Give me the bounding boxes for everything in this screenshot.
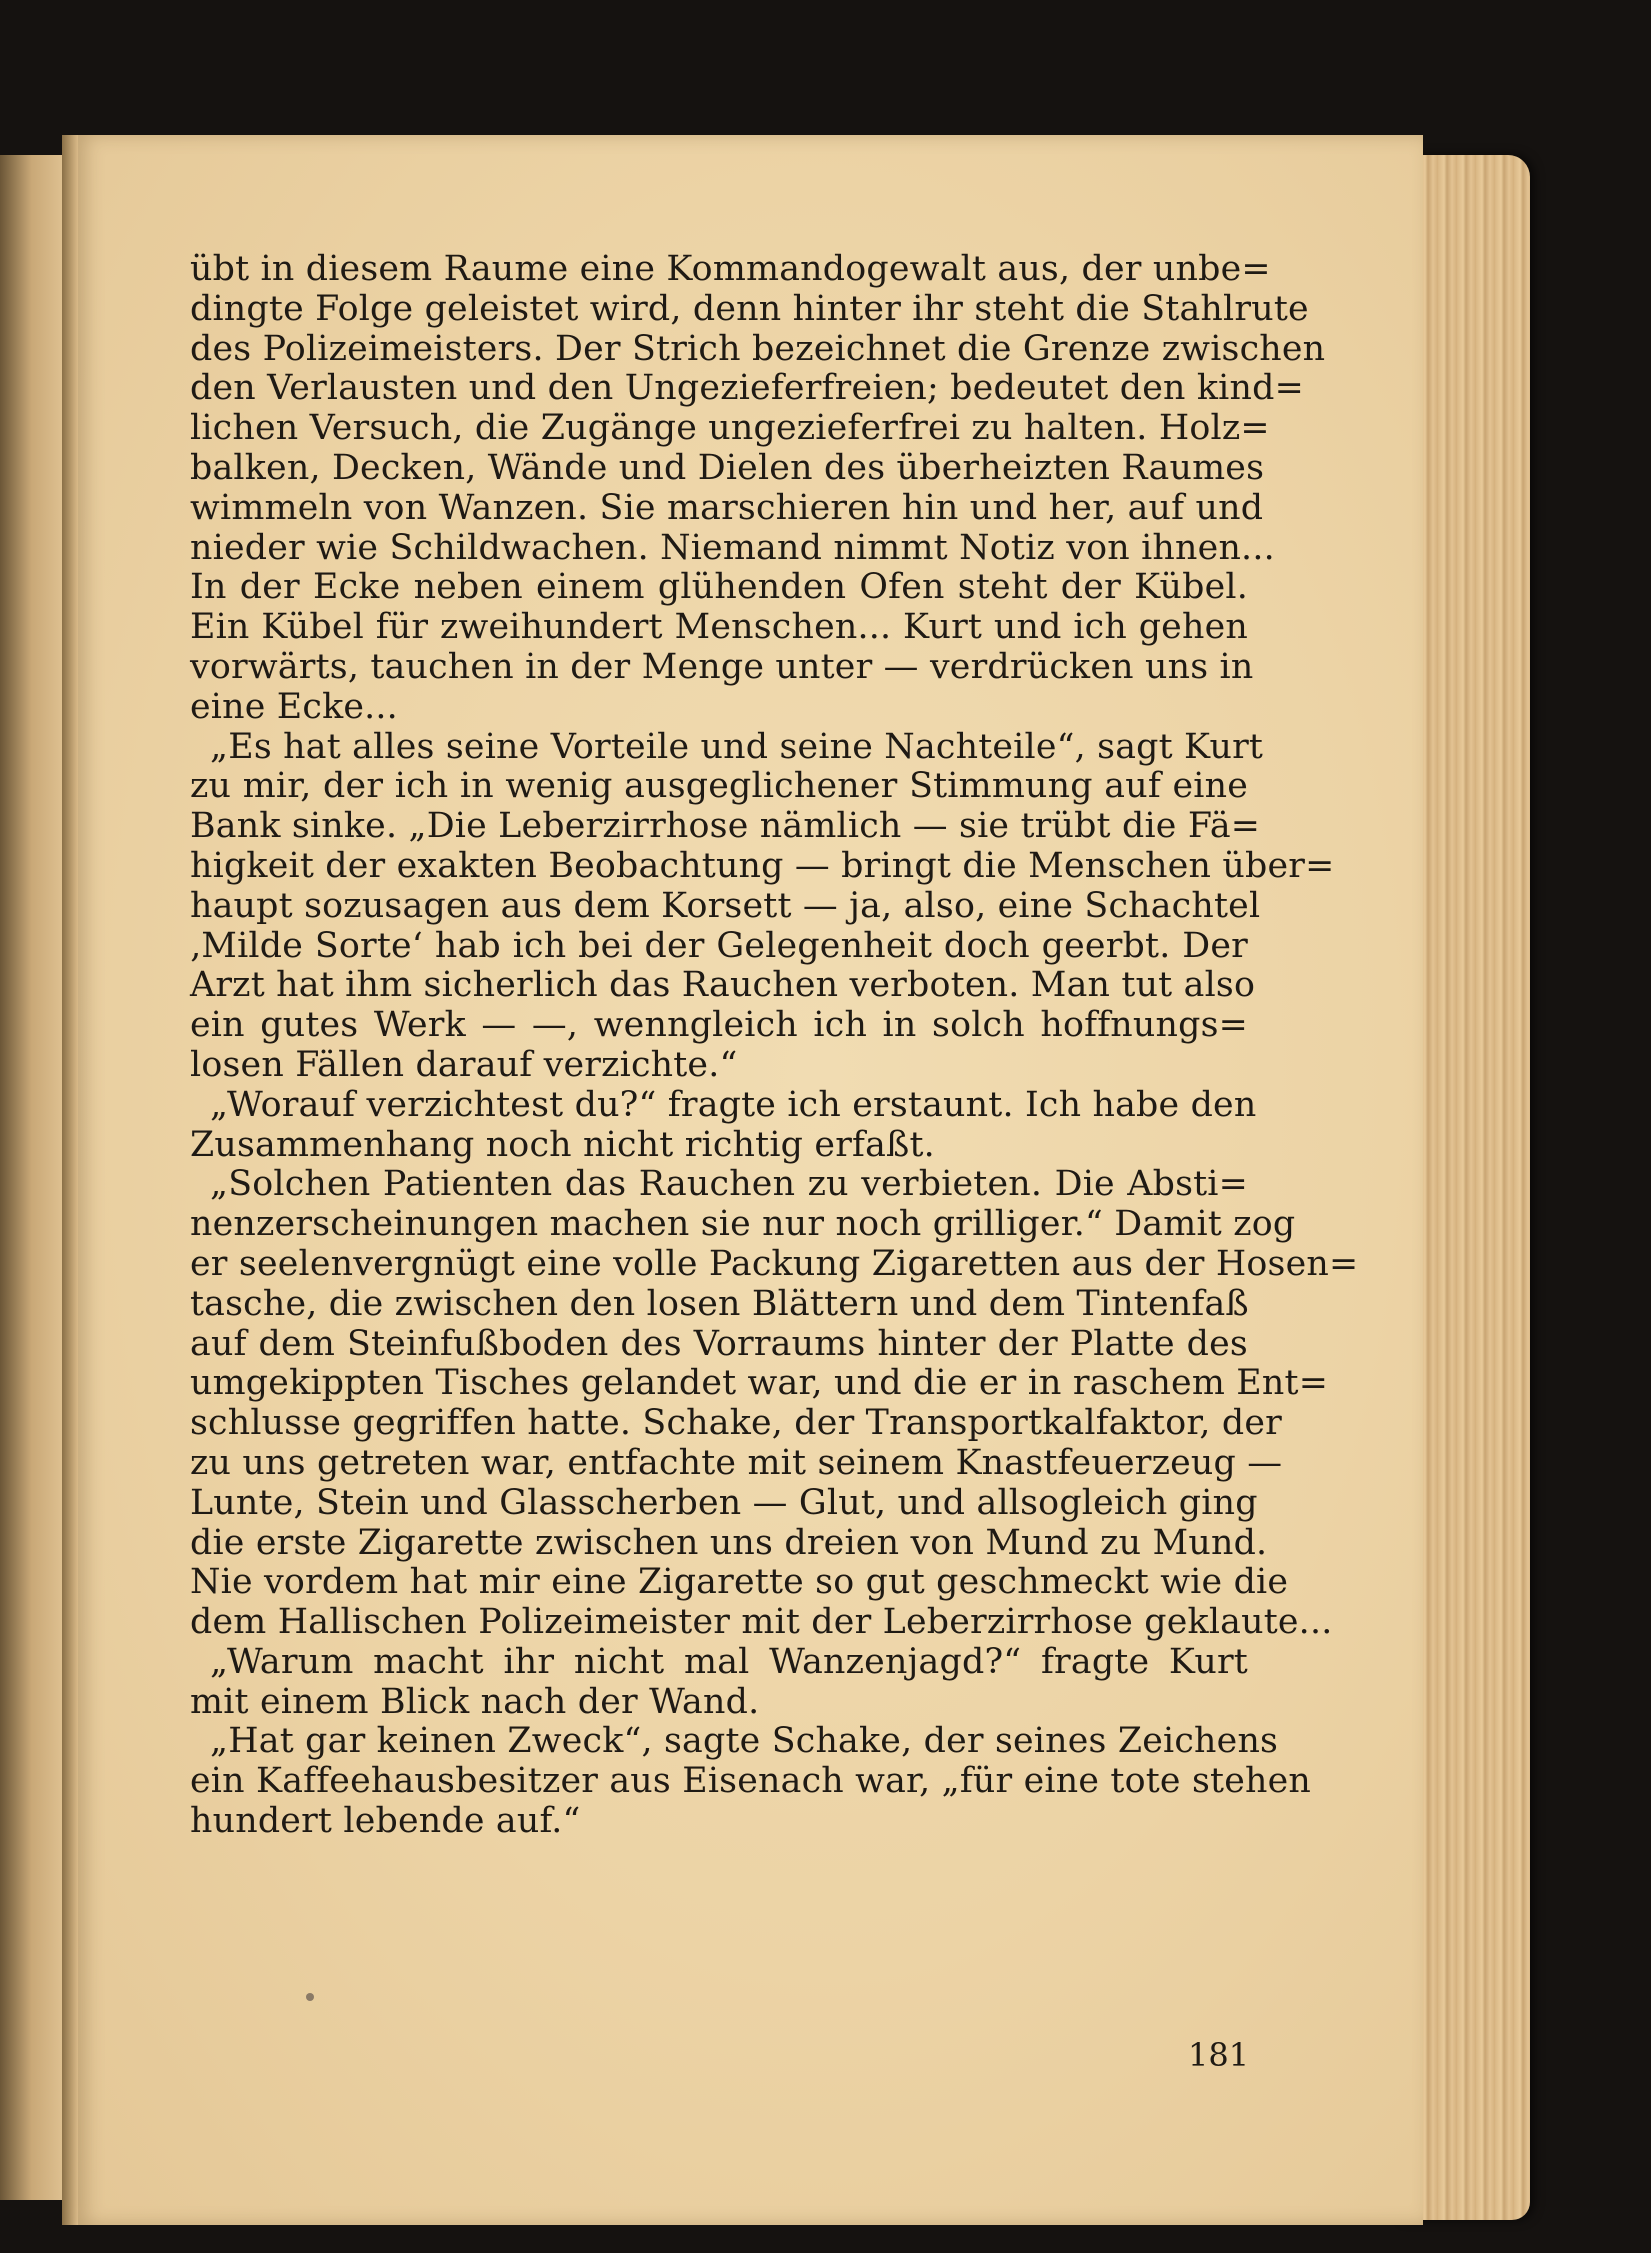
- text-line: higkeit der exakten Beobachtung — bringt die Menschen über=: [190, 845, 1335, 886]
- text-line: hundert lebende auf.“: [190, 1801, 581, 1842]
- text-line: ein gutes Werk — —, wenngleich ich in solch hoffnungs=: [190, 1005, 1248, 1046]
- text-line: mit einem Blick nach der Wand.: [190, 1681, 760, 1722]
- text-line: „Es hat alles seine Vorteile und seine Nachteile“, sagt Kurt: [210, 726, 1264, 767]
- text-line: Arzt hat ihm sicherlich das Rauchen verboten. Man tut also: [190, 965, 1256, 1006]
- text-line: „Warum macht ihr nicht mal Wanzenjagd?“ fragte Kurt: [210, 1641, 1248, 1682]
- text-line: übt in diesem Raume eine Kommandogewalt aus, der unbe=: [190, 249, 1271, 289]
- paragraph: [190, 1164, 1359, 1643]
- text-line: „Hat gar keinen Zweck“, sagte Schake, der seines Zeichens: [210, 1721, 1279, 1762]
- page-body-text: [190, 249, 1359, 1842]
- paragraph: [190, 249, 1326, 728]
- text-line: nenzerscheinungen machen sie nur noch grilliger.“ Damit zog: [190, 1204, 1296, 1245]
- text-line: Lunte, Stein und Glasscherben — Glut, und allsogleich ging: [190, 1482, 1258, 1523]
- left-page-edge: [0, 155, 70, 2200]
- text-line: wimmeln von Wanzen. Sie marschieren hin und her, auf und: [190, 487, 1264, 528]
- text-line: den Verlausten und den Ungezieferfreien; bedeutet den kind=: [190, 368, 1304, 409]
- text-line: vorwärts, tauchen in der Menge unter — verdrücken uns in: [190, 646, 1254, 687]
- text-line: die erste Zigarette zwischen uns dreien von Mund zu Mund.: [190, 1522, 1268, 1563]
- text-line: eine Ecke...: [190, 686, 398, 727]
- text-line: zu mir, der ich in wenig ausgeglichener Stimmung auf eine: [190, 766, 1248, 807]
- paper-speck: [306, 1993, 314, 2001]
- text-line: umgekippten Tisches gelandet war, und die er in raschem Ent=: [190, 1363, 1329, 1404]
- text-line: auf dem Steinfußboden des Vorraums hinter der Platte des: [190, 1323, 1248, 1364]
- text-line: Zusammenhang noch nicht richtig erfaßt.: [190, 1124, 935, 1165]
- text-line: dingte Folge geleistet wird, denn hinter ihr steht die Stahlrute: [190, 288, 1309, 329]
- text-line: ‚Milde Sorte‘ hab ich bei der Gelegenheit doch geerbt. Der: [190, 925, 1248, 966]
- text-line: zu uns getreten war, entfachte mit seinem Knastfeuerzeug —: [190, 1442, 1283, 1483]
- text-line: „Worauf verzichtest du?“ fragte ich erstaunt. Ich habe den: [210, 1084, 1257, 1125]
- paragraph: [190, 1084, 1257, 1166]
- text-line: dem Hallischen Polizeimeister mit der Leberzirrhose geklaute...: [190, 1602, 1333, 1643]
- text-line: Bank sinke. „Die Leberzirrhose nämlich — sie trübt die Fä=: [190, 806, 1261, 847]
- text-line: „Solchen Patienten das Rauchen zu verbieten. Die Absti=: [210, 1164, 1248, 1205]
- text-line: ein Kaffeehausbesitzer aus Eisenach war, „für eine tote stehen: [190, 1761, 1312, 1802]
- paragraph: [190, 1721, 1312, 1842]
- text-line: lichen Versuch, die Zugänge ungezieferfrei zu halten. Holz=: [190, 408, 1270, 449]
- text-line: haupt sozusagen aus dem Korsett — ja, also, eine Schachtel: [190, 885, 1261, 926]
- text-line: In der Ecke neben einem glühenden Ofen steht der Kübel.: [190, 567, 1248, 608]
- text-line: er seelenvergnügt eine volle Packung Zigaretten aus der Hosen=: [190, 1243, 1359, 1284]
- text-line: nieder wie Schildwachen. Niemand nimmt Notiz von ihnen...: [190, 527, 1275, 568]
- text-line: schlusse gegriffen hatte. Schake, der Transportkalfaktor, der: [190, 1403, 1283, 1444]
- page-number: 181: [1188, 2036, 1250, 2074]
- text-line: balken, Decken, Wände und Dielen des überheizten Raumes: [190, 447, 1265, 488]
- text-line: des Polizeimeisters. Der Strich bezeichnet die Grenze zwischen: [190, 328, 1326, 369]
- paragraph: [190, 1643, 1248, 1723]
- text-line: losen Fällen darauf verzichte.“: [190, 1044, 738, 1085]
- text-line: Nie vordem hat mir eine Zigarette so gut geschmeckt wie die: [190, 1562, 1289, 1603]
- text-line: tasche, die zwischen den losen Blättern und dem Tintenfaß: [190, 1283, 1249, 1324]
- paragraph: [190, 726, 1335, 1086]
- text-line: Ein Kübel für zweihundert Menschen... Kurt und ich gehen: [190, 607, 1248, 648]
